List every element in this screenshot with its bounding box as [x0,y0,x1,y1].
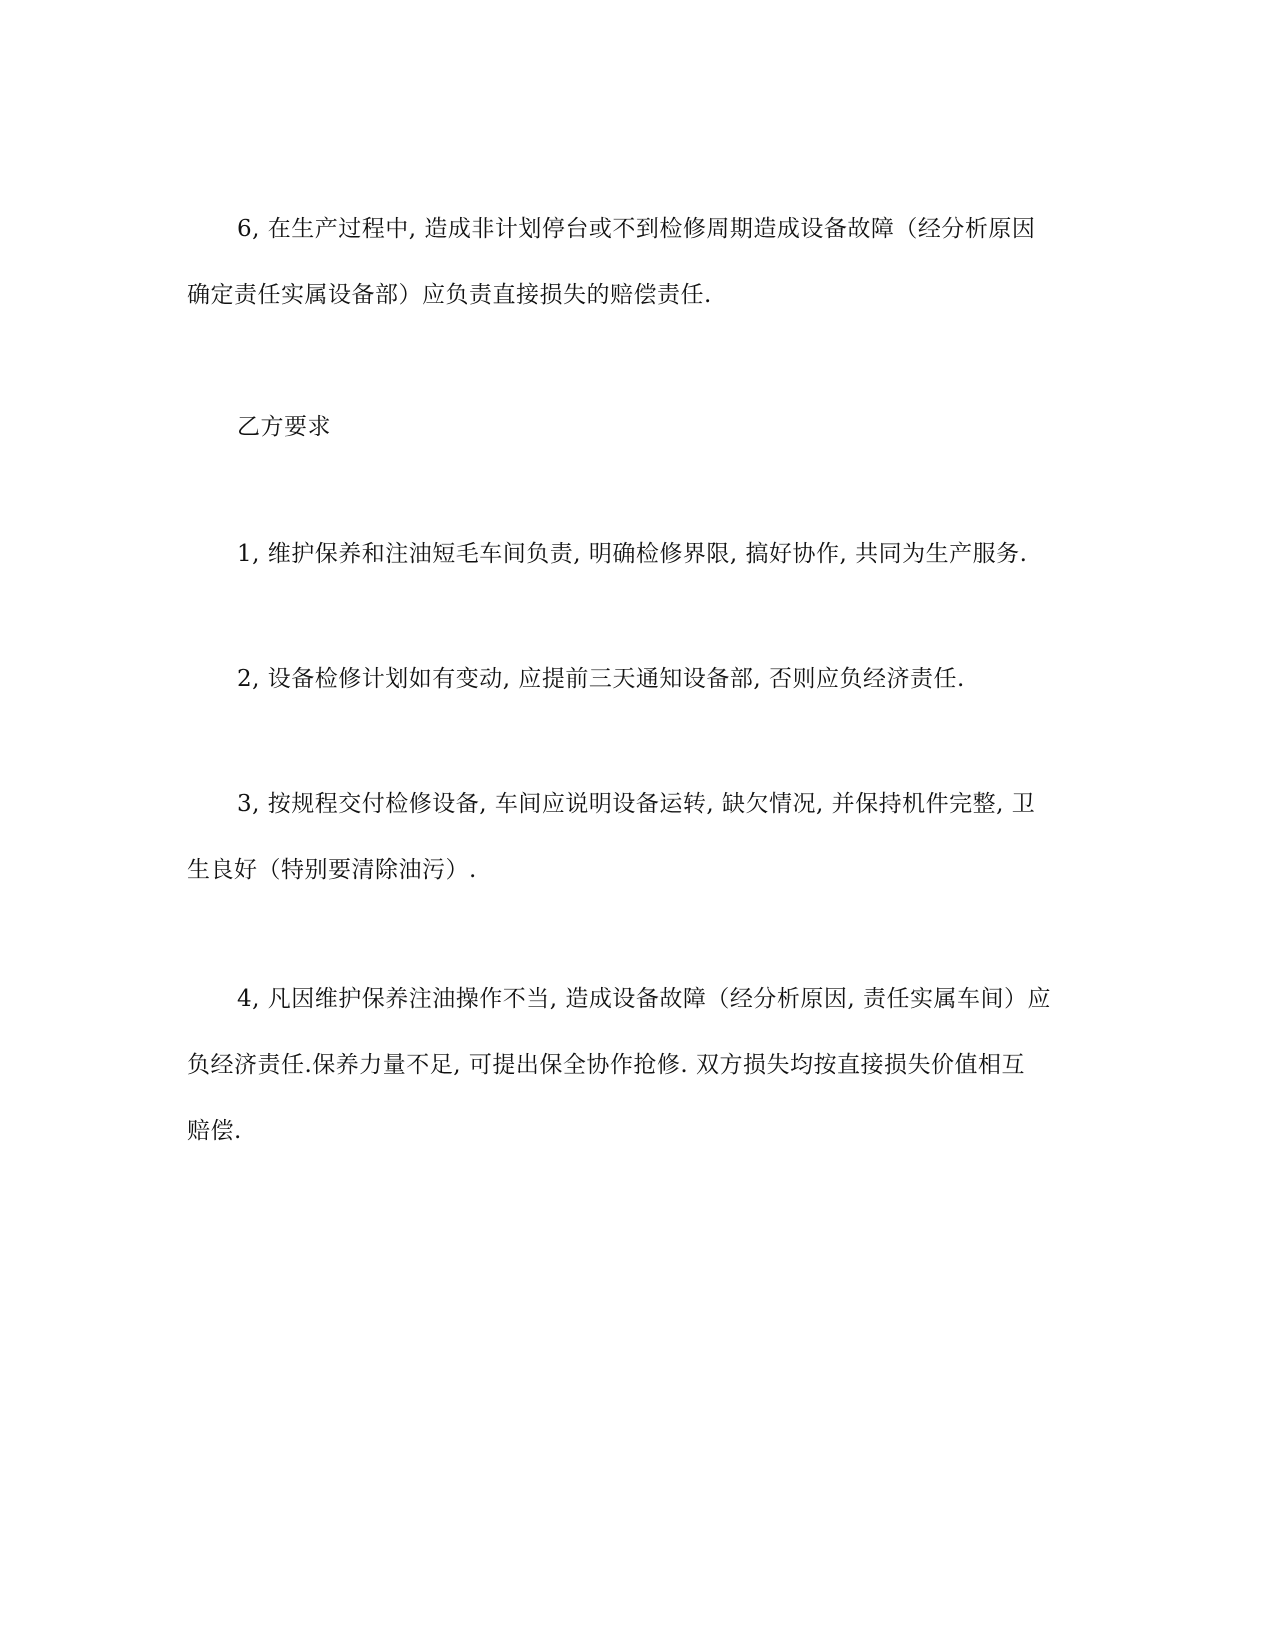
paragraph-item-6 [187,196,1087,328]
text-line: 1, 维护保养和注油短毛车间负责, 明确检修界限, 搞好协作, 共同为生产服务. [237,541,1028,567]
paragraph-item-2 [187,646,1087,712]
paragraph-item-1 [187,521,1087,587]
paragraph-item-3 [187,771,1087,903]
text-line: 2, 设备检修计划如有变动, 应提前三天通知设备部, 否则应负经济责任. [237,666,965,692]
text-line: 4, 凡因维护保养注油操作不当, 造成设备故障（经分析原因, 责任实属车间）应 [237,986,1051,1012]
text-line: 生良好（特别要清除油污）. [187,857,477,883]
text-line: 乙方要求 [237,414,331,440]
text-line: 确定责任实属设备部）应负责直接损失的赔偿责任. [187,282,712,308]
text-line: 负经济责任.保养力量不足, 可提出保全协作抢修. 双方损失均按直接损失价值相互 [187,1052,1026,1078]
text-line: 6, 在生产过程中, 造成非计划停台或不到检修周期造成设备故障（经分析原因 [237,216,1036,242]
text-line: 3, 按规程交付检修设备, 车间应说明设备运转, 缺欠情况, 并保持机件完整, 卫 [237,791,1036,817]
paragraph-item-4 [187,966,1087,1164]
text-line: 赔偿. [187,1118,242,1144]
section-heading-party-b-requirements [187,394,1087,460]
